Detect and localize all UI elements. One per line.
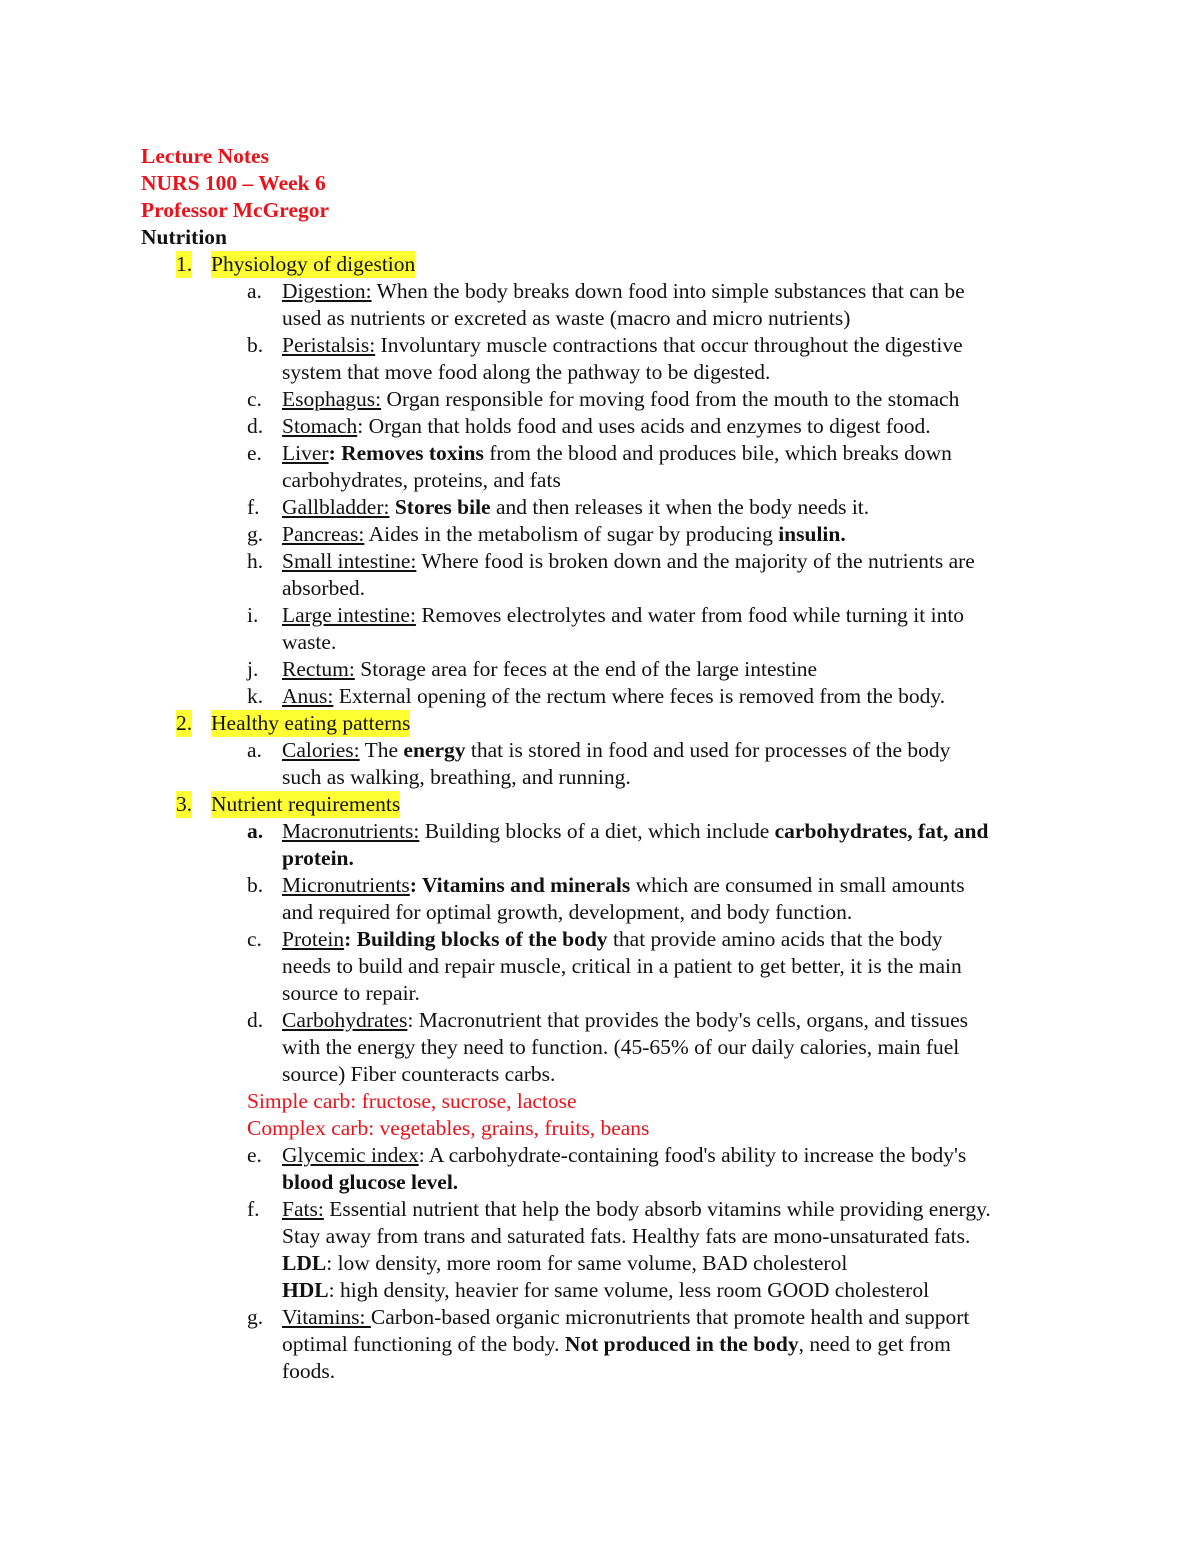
item-text: with the energy they need to function. (45-65% of our daily calories, main fuel	[282, 1035, 960, 1059]
item-text: Storage area for feces at the end of the large intestine	[354, 657, 818, 681]
item-line	[282, 926, 1072, 953]
item-term: Peristalsis:	[282, 333, 376, 357]
item-line	[282, 1223, 1072, 1250]
item-line	[282, 1034, 1072, 1061]
carb-note: Complex carb: vegetables, grains, fruits, beans	[247, 1116, 650, 1140]
item-letter: j.	[247, 657, 259, 681]
item-letter: h.	[247, 549, 264, 573]
item-letter: a.	[247, 279, 262, 303]
item-text: and then releases it when the body needs it.	[490, 495, 870, 519]
item-line	[282, 1277, 1072, 1304]
item-text: carbohydrates, proteins, and fats	[282, 468, 561, 492]
professor-name: Professor McGregor	[141, 198, 330, 222]
list-item	[282, 1007, 1072, 1088]
item-line	[282, 764, 1072, 791]
item-letter: c.	[247, 927, 262, 951]
item-text: source to repair.	[282, 981, 420, 1005]
emphasis-text: Not produced in the body	[564, 1332, 799, 1356]
list-item	[282, 1196, 1072, 1304]
section-number: 2.	[176, 711, 193, 735]
list-item	[282, 332, 1072, 386]
item-text: that is stored in food and used for processes of the body	[465, 738, 951, 762]
item-letter: g.	[247, 1305, 264, 1329]
item-text: absorbed.	[282, 576, 365, 600]
item-line	[282, 818, 1072, 845]
list-item	[282, 1304, 1072, 1385]
item-line	[282, 440, 1072, 467]
item-text: source) Fiber counteracts carbs.	[282, 1062, 556, 1086]
item-letter: f.	[247, 1197, 260, 1221]
item-line	[282, 656, 1072, 683]
item-letter: c.	[247, 387, 262, 411]
item-line	[282, 1142, 1072, 1169]
item-line	[282, 629, 1072, 656]
item-text: Involuntary muscle contractions that occur throughout the digestive	[375, 333, 963, 357]
item-text: waste.	[282, 630, 337, 654]
item-line	[282, 683, 1072, 710]
item-text: foods.	[282, 1359, 336, 1383]
item-letter: d.	[247, 1008, 264, 1032]
list-item	[282, 1142, 1072, 1196]
item-term: Glycemic index	[282, 1143, 419, 1167]
item-letter: a.	[247, 819, 264, 843]
item-term: Macronutrients:	[282, 819, 420, 843]
item-text: Building blocks of a diet, which include	[419, 819, 775, 843]
item-term: Anus:	[282, 684, 334, 708]
list-item	[282, 548, 1072, 602]
item-letter: k.	[247, 684, 264, 708]
section-heading: Physiology of digestion	[211, 252, 416, 276]
item-text: Essential nutrient that help the body absorb vitamins while providing energy.	[323, 1197, 991, 1221]
item-letter: e.	[247, 441, 262, 465]
emphasis-text: : Building blocks of the body	[344, 927, 608, 951]
list-item	[282, 413, 1072, 440]
item-line	[282, 1331, 1072, 1358]
item-text: needs to build and repair muscle, critical in a patient to get better, it is the main	[282, 954, 962, 978]
item-line	[282, 872, 1072, 899]
item-line	[282, 899, 1072, 926]
item-term: Rectum:	[282, 657, 355, 681]
item-line	[282, 845, 1072, 872]
item-text: used as nutrients or excreted as waste (macro and micro nutrients)	[282, 306, 851, 330]
item-line	[282, 386, 1072, 413]
item-term: Small intestine:	[282, 549, 417, 573]
item-text: : A carbohydrate-containing food's ability to increase the body's	[418, 1143, 967, 1167]
item-line	[282, 548, 1072, 575]
item-letter: b.	[247, 333, 264, 357]
item-letter: e.	[247, 1143, 262, 1167]
item-term: Micronutrients	[282, 873, 410, 897]
item-line	[282, 953, 1072, 980]
item-letter: i.	[247, 603, 259, 627]
carb-note: Simple carb: fructose, sucrose, lactose	[247, 1089, 577, 1113]
item-line	[282, 305, 1072, 332]
item-line	[282, 332, 1072, 359]
list-item	[282, 494, 1072, 521]
item-text: : Organ that holds food and uses acids and enzymes to digest food.	[357, 414, 931, 438]
item-text: The	[359, 738, 404, 762]
item-text: system that move food along the pathway to be digested.	[282, 360, 771, 384]
item-term: Large intestine:	[282, 603, 416, 627]
list-item	[282, 386, 1072, 413]
item-letter: g.	[247, 522, 264, 546]
item-term: Carbohydrates	[282, 1008, 408, 1032]
emphasis-text: HDL	[282, 1278, 329, 1302]
item-line	[282, 521, 1072, 548]
item-text: that provide amino acids that the body	[607, 927, 943, 951]
course-title: NURS 100 – Week 6	[141, 171, 326, 195]
item-line	[282, 1061, 1072, 1088]
emphasis-text: : Removes toxins	[328, 441, 484, 465]
item-term: Stomach	[282, 414, 358, 438]
item-line	[282, 737, 1072, 764]
list-item	[282, 872, 1072, 926]
list-item	[282, 602, 1072, 656]
item-letter: b.	[247, 873, 264, 897]
item-term: Protein	[282, 927, 345, 951]
item-text: External opening of the rectum where feces is removed from the body.	[333, 684, 946, 708]
section-heading: Nutrient requirements	[211, 792, 401, 816]
section-heading: Healthy eating patterns	[211, 711, 411, 735]
list-item	[282, 521, 1072, 548]
item-text: which are consumed in small amounts	[630, 873, 965, 897]
list-item	[282, 926, 1072, 1007]
item-term: Digestion:	[282, 279, 372, 303]
item-text: such as walking, breathing, and running.	[282, 765, 631, 789]
item-letter: d.	[247, 414, 264, 438]
item-line	[282, 1196, 1072, 1223]
list-item	[282, 818, 1072, 872]
emphasis-text: carbohydrates, fat, and	[774, 819, 989, 843]
item-term: Gallbladder:	[282, 495, 390, 519]
item-text: Organ responsible for moving food from the mouth to the stomach	[381, 387, 960, 411]
list-item	[282, 440, 1072, 494]
emphasis-text: Stores bile	[394, 495, 491, 519]
emphasis-text: insulin.	[778, 522, 846, 546]
item-text: : Macronutrient that provides the body's cells, organs, and tissues	[407, 1008, 968, 1032]
doc-title: Lecture Notes	[141, 144, 269, 168]
emphasis-text: protein.	[282, 846, 354, 870]
list-item	[282, 656, 1072, 683]
section-number: 1.	[176, 252, 193, 276]
item-term: Liver	[282, 441, 329, 465]
item-line	[282, 602, 1072, 629]
emphasis-text: blood glucose level.	[282, 1170, 459, 1194]
item-text: and required for optimal growth, development, and body function.	[282, 900, 853, 924]
item-text: Carbon-based organic micronutrients that promote health and support	[370, 1305, 970, 1329]
item-term: Fats:	[282, 1197, 324, 1221]
item-line	[282, 980, 1072, 1007]
item-term: Esophagus:	[282, 387, 382, 411]
item-line	[282, 575, 1072, 602]
item-text: Removes electrolytes and water from food while turning it into	[415, 603, 965, 627]
item-line	[282, 1250, 1072, 1277]
item-text: : low density, more room for same volume, BAD cholesterol	[326, 1251, 848, 1275]
emphasis-text: LDL	[282, 1251, 327, 1275]
item-line	[282, 413, 1072, 440]
item-line	[282, 1304, 1072, 1331]
list-item	[282, 683, 1072, 710]
item-text: Where food is broken down and the majority of the nutrients are	[416, 549, 975, 573]
item-text: , need to get from	[798, 1332, 951, 1356]
item-letter: a.	[247, 738, 262, 762]
section-number: 3.	[176, 792, 193, 816]
emphasis-text: energy	[403, 738, 466, 762]
item-text: optimal functioning of the body.	[282, 1332, 565, 1356]
emphasis-text: : Vitamins and minerals	[409, 873, 631, 897]
item-text: from the blood and produces bile, which breaks down	[483, 441, 952, 465]
item-line	[282, 359, 1072, 386]
item-line	[282, 278, 1072, 305]
list-item	[282, 278, 1072, 332]
item-text: Stay away from trans and saturated fats. Healthy fats are mono-unsaturated fats.	[282, 1224, 971, 1248]
topic-heading: Nutrition	[141, 225, 227, 249]
item-text: When the body breaks down food into simple substances that can be	[371, 279, 965, 303]
item-term: Vitamins:	[282, 1305, 371, 1329]
list-item	[282, 737, 1072, 791]
item-line	[282, 494, 1072, 521]
item-line	[282, 1007, 1072, 1034]
item-text: Aides in the metabolism of sugar by producing	[364, 522, 779, 546]
item-line	[282, 1169, 1072, 1196]
item-text: : high density, heavier for same volume, less room GOOD cholesterol	[328, 1278, 930, 1302]
item-letter: f.	[247, 495, 260, 519]
item-term: Pancreas:	[282, 522, 365, 546]
item-line	[282, 1358, 1072, 1385]
item-line	[282, 467, 1072, 494]
item-term: Calories:	[282, 738, 360, 762]
